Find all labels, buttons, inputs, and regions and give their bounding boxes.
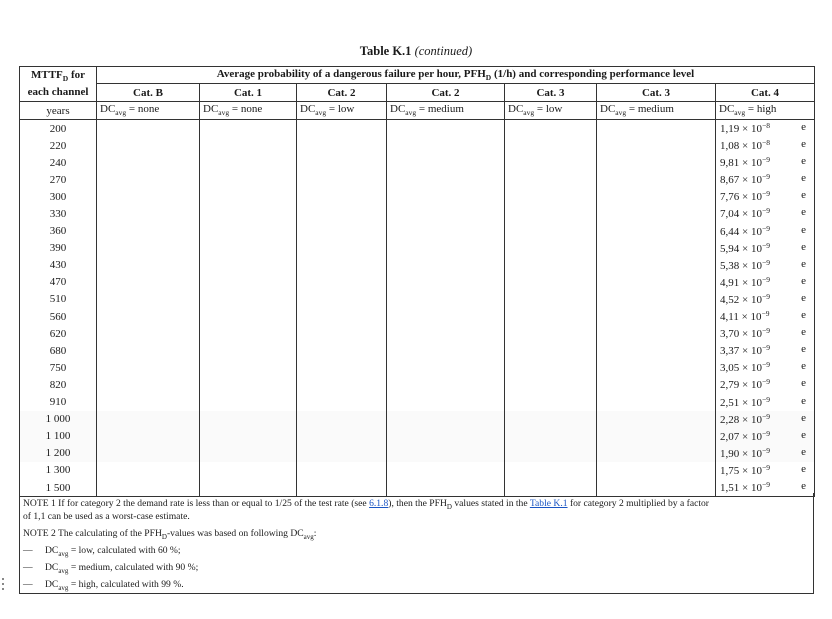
performance-level: e <box>801 138 806 151</box>
table-row <box>20 291 815 308</box>
pfh-cat4-cell: $7,76 \times 10^{-9}$ e <box>716 188 815 205</box>
note-2-item-high: — $DC_{avg}$ = high, calculated with 99 %. <box>23 579 184 592</box>
performance-level: e <box>801 291 806 304</box>
table-row <box>20 205 815 222</box>
empty-cell <box>97 462 200 479</box>
empty-cell <box>597 376 716 393</box>
empty-cell <box>387 137 505 154</box>
pfh-cat4-cell: $4,11 \times 10^{-9}$ e <box>716 308 815 325</box>
empty-cell <box>97 359 200 376</box>
empty-cell <box>387 154 505 171</box>
empty-cell <box>387 274 505 291</box>
performance-level: e <box>801 343 806 356</box>
empty-cell <box>387 223 505 240</box>
mttf-value: 510 <box>20 291 97 308</box>
empty-cell <box>200 308 297 325</box>
empty-cell <box>597 240 716 257</box>
empty-cell <box>387 171 505 188</box>
empty-cell <box>297 137 387 154</box>
table-row <box>20 223 815 240</box>
performance-level: e <box>801 257 806 270</box>
empty-cell <box>297 308 387 325</box>
empty-cell <box>505 308 597 325</box>
empty-cell <box>200 359 297 376</box>
mttf-value: 360 <box>20 223 97 240</box>
mttf-value: 750 <box>20 359 97 376</box>
performance-level: e <box>801 206 806 219</box>
empty-cell <box>505 137 597 154</box>
empty-cell <box>505 274 597 291</box>
pfh-cat4-cell: $5,94 \times 10^{-9}$ e <box>716 240 815 257</box>
years-label: years <box>20 102 97 120</box>
performance-level: e <box>801 309 806 322</box>
empty-cell <box>387 325 505 342</box>
performance-level: e <box>801 274 806 287</box>
table-row <box>20 462 815 479</box>
empty-cell <box>387 308 505 325</box>
performance-level: e <box>801 240 806 253</box>
mttf-value: 430 <box>20 257 97 274</box>
header-row-3 <box>20 102 815 120</box>
pfh-cat4-cell: $6,44 \times 10^{-9}$ e <box>716 223 815 240</box>
empty-cell <box>505 359 597 376</box>
empty-cell <box>505 120 597 138</box>
empty-cell <box>597 308 716 325</box>
dc-label: $DC_{avg}$ = high <box>716 102 815 120</box>
empty-cell <box>597 445 716 462</box>
empty-cell <box>505 291 597 308</box>
pfh-cat4-cell: $3,70 \times 10^{-9}$ e <box>716 325 815 342</box>
empty-cell <box>297 257 387 274</box>
empty-cell <box>387 342 505 359</box>
pfh-cat4-cell: $7,04 \times 10^{-9}$ e <box>716 205 815 222</box>
performance-level: e <box>801 223 806 236</box>
performance-level: e <box>801 172 806 185</box>
pfh-cat4-cell: $1,08 \times 10^{-8}$ e <box>716 137 815 154</box>
empty-cell <box>200 154 297 171</box>
pfh-cat4-cell: $9,81 \times 10^{-9}$ e <box>716 154 815 171</box>
empty-cell <box>97 205 200 222</box>
empty-cell <box>297 240 387 257</box>
pfh-cat4-cell: $1,51 \times 10^{-9}$ e <box>716 479 815 497</box>
table-caption <box>0 44 832 59</box>
table-row <box>20 359 815 376</box>
empty-cell <box>387 411 505 428</box>
empty-cell <box>97 376 200 393</box>
empty-cell <box>387 120 505 138</box>
empty-cell <box>505 411 597 428</box>
empty-cell <box>200 171 297 188</box>
caption-title: Table K.1 <box>359 44 412 58</box>
empty-cell <box>200 342 297 359</box>
empty-cell <box>597 257 716 274</box>
empty-cell <box>505 462 597 479</box>
empty-cell <box>597 120 716 138</box>
empty-cell <box>597 462 716 479</box>
caption-continued: (continued) <box>414 44 473 58</box>
empty-cell <box>97 240 200 257</box>
empty-cell <box>597 359 716 376</box>
performance-level: e <box>801 189 806 202</box>
empty-cell <box>505 376 597 393</box>
empty-cell <box>505 325 597 342</box>
empty-cell <box>297 376 387 393</box>
empty-cell <box>200 445 297 462</box>
empty-cell <box>297 120 387 138</box>
pfh-cat4-cell: $2,79 \times 10^{-9}$ e <box>716 376 815 393</box>
empty-cell <box>97 325 200 342</box>
empty-cell <box>297 359 387 376</box>
mttf-value: 1 100 <box>20 428 97 445</box>
empty-cell <box>200 120 297 138</box>
empty-cell <box>297 325 387 342</box>
empty-cell <box>97 137 200 154</box>
empty-cell <box>387 428 505 445</box>
empty-cell <box>505 188 597 205</box>
cat-header: Cat. 1 <box>200 84 297 102</box>
performance-level: e <box>801 394 806 407</box>
empty-cell <box>505 445 597 462</box>
dc-label: $DC_{avg}$ = low <box>505 102 597 120</box>
empty-cell <box>505 257 597 274</box>
note-2-item-low: — $DC_{avg}$ = low, calculated with 60 %; <box>23 545 181 558</box>
mttf-value: 1 200 <box>20 445 97 462</box>
dc-label: $DC_{avg}$ = low <box>297 102 387 120</box>
empty-cell <box>97 394 200 411</box>
notes-box <box>19 493 814 594</box>
mttf-value: 200 <box>20 120 97 138</box>
mttf-value: 330 <box>20 205 97 222</box>
empty-cell <box>97 274 200 291</box>
empty-cell <box>387 291 505 308</box>
pfh-cat4-cell: $1,19 \times 10^{-8}$ e <box>716 120 815 138</box>
empty-cell <box>200 240 297 257</box>
empty-cell <box>505 394 597 411</box>
empty-cell <box>505 223 597 240</box>
note-2-item-medium: — $DC_{avg}$ = medium, calculated with 90 %; <box>23 562 199 575</box>
empty-cell <box>200 325 297 342</box>
empty-cell <box>200 137 297 154</box>
empty-cell <box>200 188 297 205</box>
empty-cell <box>200 257 297 274</box>
empty-cell <box>97 291 200 308</box>
empty-cell <box>387 359 505 376</box>
empty-cell <box>597 325 716 342</box>
note-1-line-2: of 1,1 can be used as a worst-case estimate. <box>23 511 190 522</box>
empty-cell <box>597 411 716 428</box>
empty-cell <box>597 274 716 291</box>
performance-level: e <box>801 360 806 373</box>
table-row <box>20 188 815 205</box>
performance-level: e <box>801 462 806 475</box>
performance-level: e <box>801 326 806 339</box>
empty-cell <box>597 394 716 411</box>
pfh-cat4-cell: $3,05 \times 10^{-9}$ e <box>716 359 815 376</box>
empty-cell <box>505 428 597 445</box>
empty-cell <box>297 205 387 222</box>
empty-cell <box>387 240 505 257</box>
table-row <box>20 257 815 274</box>
pfh-table <box>19 66 815 497</box>
empty-cell <box>297 171 387 188</box>
empty-cell <box>297 394 387 411</box>
mttf-value: 820 <box>20 376 97 393</box>
empty-cell <box>297 223 387 240</box>
empty-cell <box>597 223 716 240</box>
pfh-span-header: Average probability of a dangerous failure per hour, $PFH_D$ (1/h) and corresponding performance level <box>97 67 815 84</box>
mttf-value: 220 <box>20 137 97 154</box>
table-row <box>20 445 815 462</box>
pfh-cat4-cell: $2,28 \times 10^{-9}$ e <box>716 411 815 428</box>
mttf-value: 300 <box>20 188 97 205</box>
empty-cell <box>505 171 597 188</box>
header-row-1 <box>20 67 815 84</box>
performance-level: e <box>801 411 806 424</box>
mttf-value: 1 500 <box>20 479 97 497</box>
empty-cell <box>297 291 387 308</box>
empty-cell <box>200 394 297 411</box>
table-row <box>20 308 815 325</box>
empty-cell <box>200 205 297 222</box>
empty-cell <box>597 342 716 359</box>
empty-cell <box>297 462 387 479</box>
dc-label: $DC_{avg}$ = medium <box>387 102 505 120</box>
pfh-cat4-cell: $4,52 \times 10^{-9}$ e <box>716 291 815 308</box>
empty-cell <box>97 445 200 462</box>
table-row <box>20 137 815 154</box>
mttf-header: $MTTF_D$ for each channel <box>20 67 97 102</box>
cat-header: Cat. 3 <box>597 84 716 102</box>
table-row <box>20 274 815 291</box>
empty-cell <box>97 342 200 359</box>
mttf-value: 560 <box>20 308 97 325</box>
note-1: NOTE 1 If for category 2 the demand rate is less than or equal to 1/25 of the test rate (see 6.1.8), then the $PFH_D$ values stated in the Table K.1 for category 2 multiplied by a factor <box>23 498 710 511</box>
table-row <box>20 428 815 445</box>
empty-cell <box>97 411 200 428</box>
empty-cell <box>200 411 297 428</box>
empty-cell <box>200 462 297 479</box>
empty-cell <box>387 188 505 205</box>
table-row <box>20 171 815 188</box>
mttf-value: 1 000 <box>20 411 97 428</box>
empty-cell <box>597 428 716 445</box>
pfh-cat4-cell: $5,38 \times 10^{-9}$ e <box>716 257 815 274</box>
empty-cell <box>97 188 200 205</box>
table-row <box>20 376 815 393</box>
pfh-cat4-cell: $1,75 \times 10^{-9}$ e <box>716 462 815 479</box>
margin-marks <box>2 578 4 596</box>
empty-cell <box>297 274 387 291</box>
mttf-value: 470 <box>20 274 97 291</box>
empty-cell <box>505 205 597 222</box>
empty-cell <box>597 205 716 222</box>
pfh-cat4-cell: $8,67 \times 10^{-9}$ e <box>716 171 815 188</box>
cat-header: Cat. 4 <box>716 84 815 102</box>
performance-level: e <box>801 428 806 441</box>
performance-level: e <box>801 377 806 390</box>
empty-cell <box>297 154 387 171</box>
empty-cell <box>97 428 200 445</box>
table-row <box>20 120 815 138</box>
dc-label: $DC_{avg}$ = none <box>200 102 297 120</box>
cat-header: Cat. 2 <box>297 84 387 102</box>
performance-level: e <box>801 445 806 458</box>
empty-cell <box>597 137 716 154</box>
empty-cell <box>97 154 200 171</box>
mttf-value: 390 <box>20 240 97 257</box>
table-row <box>20 154 815 171</box>
pfh-cat4-cell: $2,07 \times 10^{-9}$ e <box>716 428 815 445</box>
empty-cell <box>597 171 716 188</box>
empty-cell <box>97 120 200 138</box>
empty-cell <box>297 411 387 428</box>
empty-cell <box>200 428 297 445</box>
note-2: NOTE 2 The calculating of the $PFH_D$-values was based on following $DC_{avg}$: <box>23 528 317 541</box>
link-table-k1[interactable]: Table K.1 <box>529 498 568 509</box>
empty-cell <box>387 257 505 274</box>
empty-cell <box>97 308 200 325</box>
empty-cell <box>97 171 200 188</box>
performance-level: e <box>801 121 806 133</box>
empty-cell <box>505 342 597 359</box>
mttf-value: 680 <box>20 342 97 359</box>
mttf-value: 620 <box>20 325 97 342</box>
cat-header: Cat. B <box>97 84 200 102</box>
table-row <box>20 342 815 359</box>
mttf-value: 240 <box>20 154 97 171</box>
empty-cell <box>387 376 505 393</box>
mttf-value: 910 <box>20 394 97 411</box>
empty-cell <box>97 223 200 240</box>
link-6-1-8[interactable]: 6.1.8 <box>369 498 389 509</box>
empty-cell <box>597 291 716 308</box>
table-row <box>20 325 815 342</box>
pfh-cat4-cell: $2,51 \times 10^{-9}$ e <box>716 394 815 411</box>
cat-header: Cat. 3 <box>505 84 597 102</box>
empty-cell <box>297 188 387 205</box>
empty-cell <box>297 342 387 359</box>
empty-cell <box>387 394 505 411</box>
empty-cell <box>297 445 387 462</box>
performance-level: e <box>801 155 806 168</box>
empty-cell <box>297 428 387 445</box>
dc-label: $DC_{avg}$ = medium <box>597 102 716 120</box>
table-row <box>20 394 815 411</box>
empty-cell <box>200 223 297 240</box>
performance-level: e <box>801 479 806 492</box>
pfh-cat4-cell: $1,90 \times 10^{-9}$ e <box>716 445 815 462</box>
empty-cell <box>200 376 297 393</box>
empty-cell <box>387 445 505 462</box>
table-row <box>20 240 815 257</box>
pfh-cat4-cell: $3,37 \times 10^{-9}$ e <box>716 342 815 359</box>
pfh-cat4-cell: $4,91 \times 10^{-9}$ e <box>716 274 815 291</box>
empty-cell <box>387 205 505 222</box>
empty-cell <box>505 154 597 171</box>
dc-label: $DC_{avg}$ = none <box>97 102 200 120</box>
mttf-value: 1 300 <box>20 462 97 479</box>
empty-cell <box>200 274 297 291</box>
empty-cell <box>97 257 200 274</box>
mttf-value: 270 <box>20 171 97 188</box>
header-row-2 <box>20 84 815 102</box>
cat-header: Cat. 2 <box>387 84 505 102</box>
empty-cell <box>597 188 716 205</box>
empty-cell <box>387 462 505 479</box>
empty-cell <box>505 240 597 257</box>
table-body <box>20 120 815 497</box>
empty-cell <box>597 154 716 171</box>
empty-cell <box>200 291 297 308</box>
table-row <box>20 411 815 428</box>
